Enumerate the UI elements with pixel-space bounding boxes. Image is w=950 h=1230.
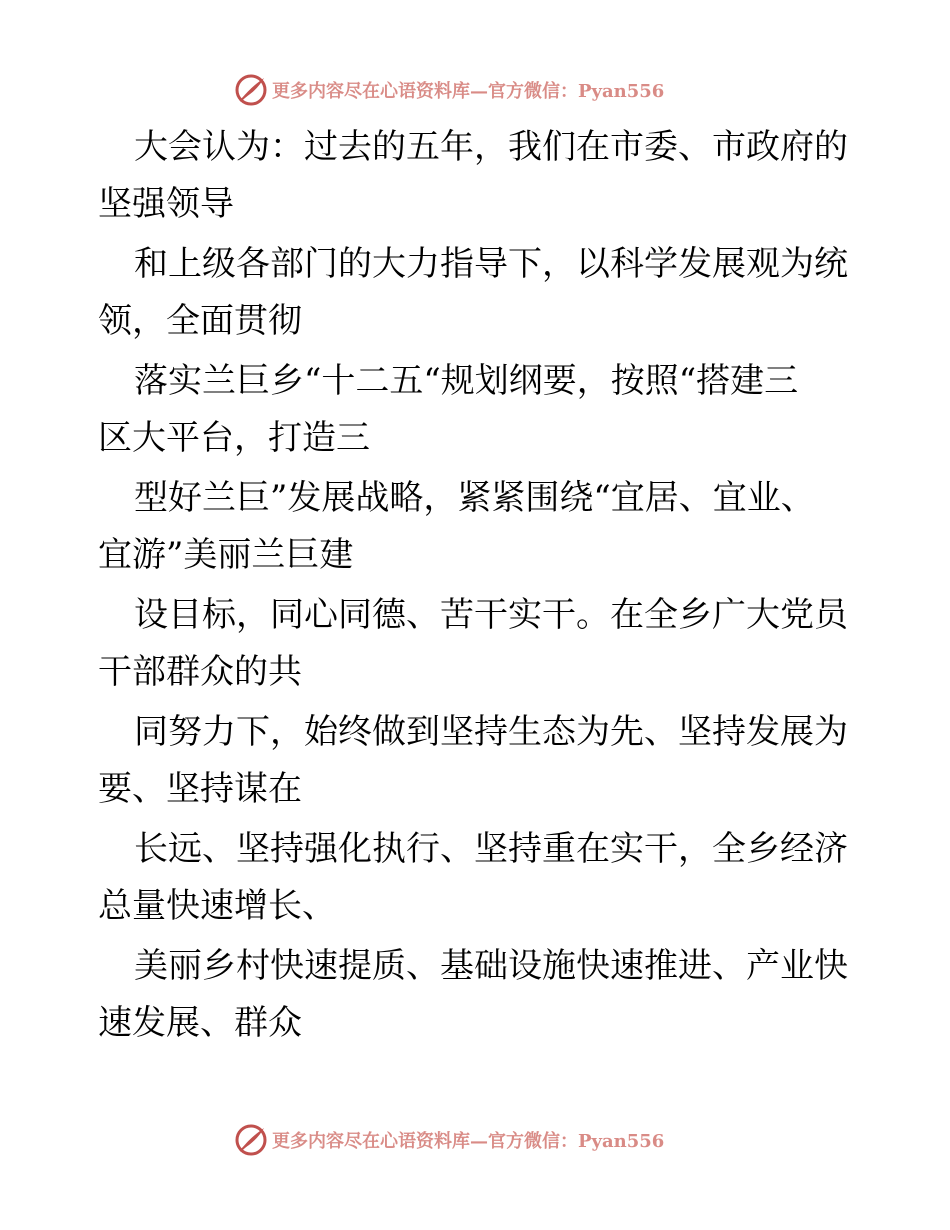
paragraph-4-first-line: 型好兰巨”发展战略，紧紧围绕“宜居、宜业、 (134, 478, 815, 518)
paragraph-5-first-line: 设目标，同心同德、苦干实干。在全乡广大党员 (134, 595, 848, 635)
paragraph-3-first-line: 落实兰巨乡“十二五“规划纲要，按照“搭建三 (134, 361, 799, 401)
paragraph-6-continuation: 要、坚持谋在 (98, 769, 302, 809)
banner-text: 更多内容尽在心语资料库—官方微信：Pyan556 (272, 1131, 665, 1152)
footer-banner (234, 1122, 714, 1158)
banner-text: 更多内容尽在心语资料库—官方微信：Pyan556 (272, 81, 665, 102)
paragraph-1-first-line: 大会认为：过去的五年，我们在市委、市政府的 (134, 127, 848, 167)
paragraph-4-continuation: 宜游”美丽兰巨建 (98, 535, 354, 575)
paragraph-5-continuation: 干部群众的共 (98, 652, 302, 692)
paragraph-8-first-line: 美丽乡村快速提质、基础设施快速推进、产业快 (134, 946, 848, 986)
paragraph-2-first-line: 和上级各部门的大力指导下，以科学发展观为统 (134, 244, 848, 284)
paragraph-7-first-line: 长远、坚持强化执行、坚持重在实干，全乡经济 (134, 829, 848, 869)
paragraph-6-first-line: 同努力下，始终做到坚持生态为先、坚持发展为 (134, 712, 848, 752)
paragraph-7-continuation: 总量快速增长、 (98, 886, 336, 926)
paragraph-1-continuation: 坚强领导 (98, 184, 234, 224)
paragraph-2-continuation: 领，全面贯彻 (98, 301, 302, 341)
feather-pen-logo-icon (234, 1123, 268, 1157)
paragraph-3-continuation: 区大平台，打造三 (98, 418, 370, 458)
paragraph-8-continuation: 速发展、群众 (98, 1003, 302, 1043)
